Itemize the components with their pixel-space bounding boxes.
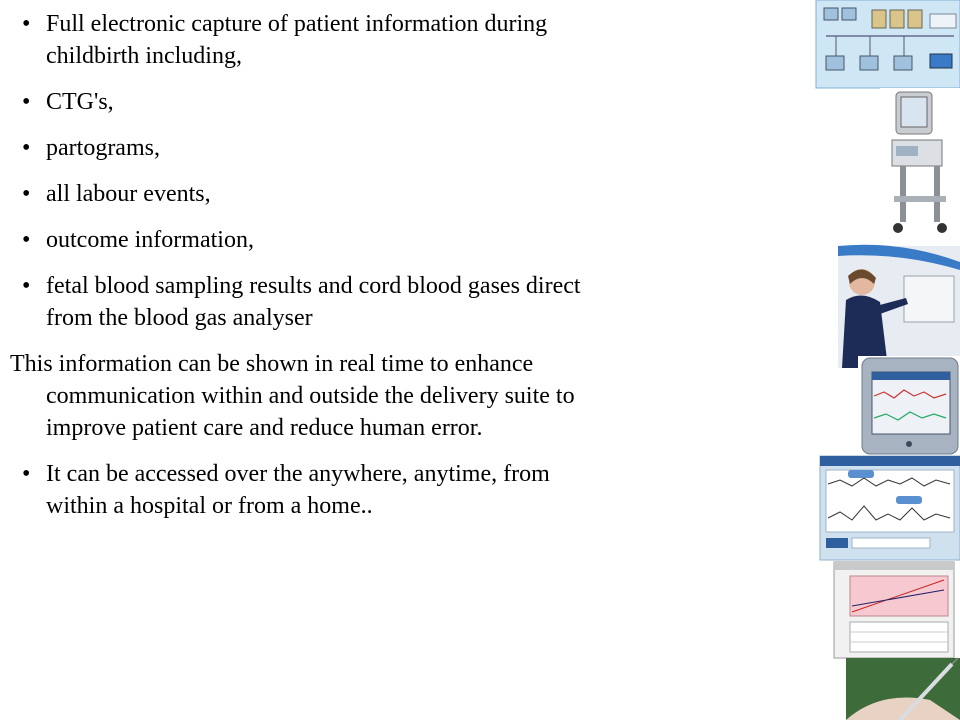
clinician-at-screen-image [838,245,960,368]
partogram-screen-image [834,562,954,658]
bullet-item [10,8,610,72]
body-paragraph: This information can be shown in real time to enhance communication within and outside the delivery suite to improve patient care and reduce human error. [10,351,575,441]
bullet-text: fetal blood sampling results and cord blood gases direct from the blood gas analyser [46,273,581,331]
ctg-training-screen-image [820,456,960,560]
bullet-item [10,132,610,164]
network-diagram-image [816,0,960,88]
monitor-display-image [858,356,960,456]
bullet-item [10,270,610,334]
bullet-dot: • [22,461,31,487]
bullet-text: outcome information, [46,227,254,253]
bullet-text: partograms, [46,135,160,161]
bullet-dot: • [22,181,31,207]
bullet-item [10,86,610,118]
bullet-dot: • [22,89,31,115]
bullet-dot: • [22,11,31,37]
bullet-item [10,224,610,256]
bullet-dot: • [22,135,31,161]
bullet-text: Full electronic capture of patient information during childbirth including, [46,11,548,69]
bullet-dot: • [22,227,31,253]
bullet-text: It can be accessed over the anywhere, anytime, from within a hospital or from a home.. [46,461,550,519]
bullet-item [10,178,610,210]
bullet-dot: • [22,273,31,299]
bullet-item [10,458,610,522]
bullet-text: all labour events, [46,181,211,207]
slide-content [10,8,610,536]
bullet-text: CTG's, [46,89,114,115]
blood-sampling-image [846,658,960,720]
monitor-cart-image [880,88,960,248]
